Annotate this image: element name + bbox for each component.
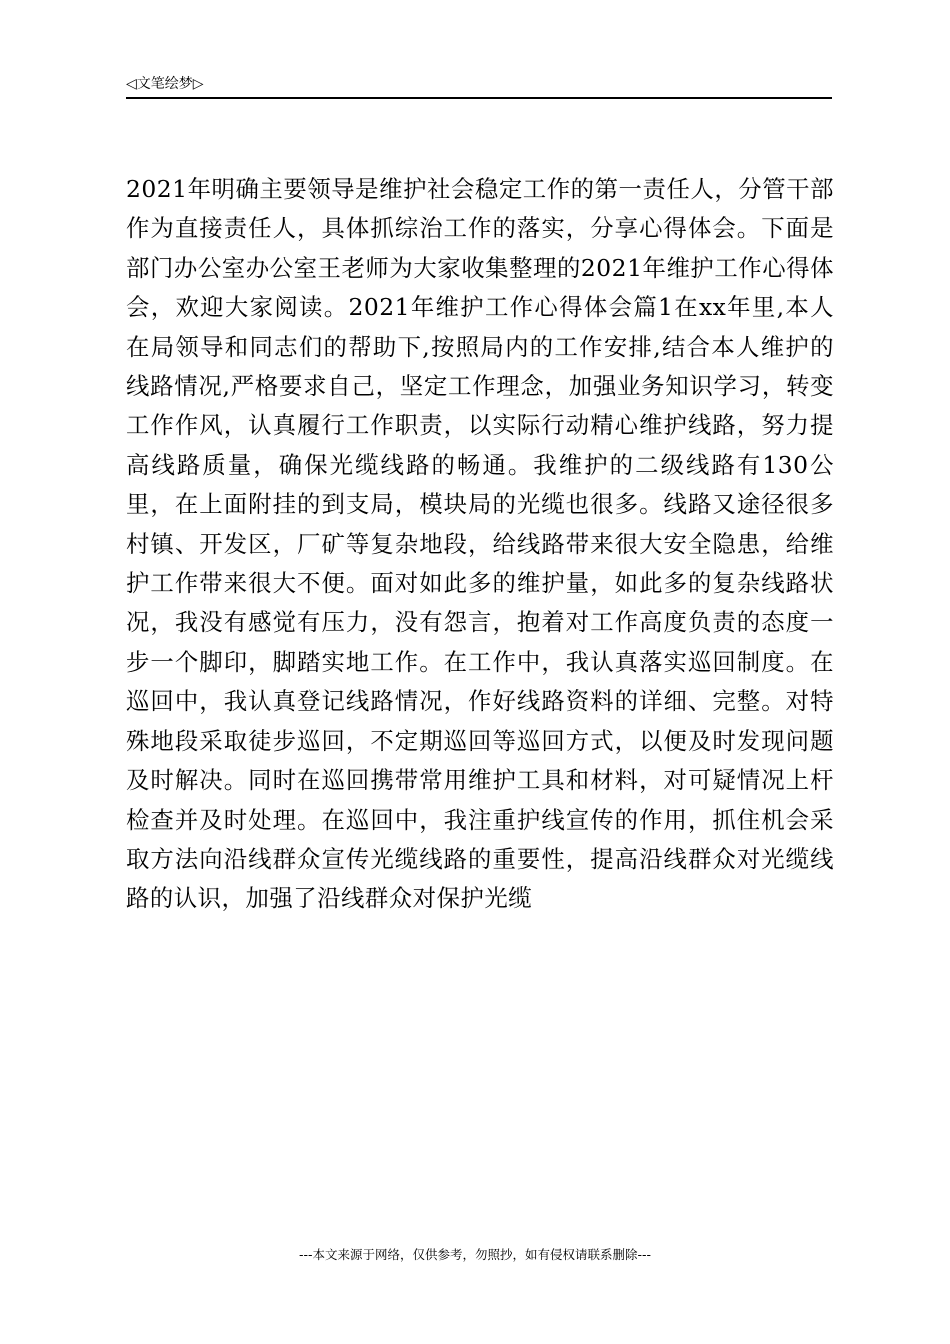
page-footer: ---本文来源于网络，仅供参考，勿照抄，如有侵权请联系删除---	[298, 1247, 652, 1262]
body-paragraph: 2021年明确主要领导是维护社会稳定工作的第一责任人，分管干部作为直接责任人，具体抓综治工作的落实，分享心得体会。下面是部门办公室办公室王老师为大家收集整理的2021年维护工作心得体会，欢迎大家阅读。2021年维护工作心得体会篇1在xx年里,本人在局领导和同志们的帮助下,按照局内的工作安排,结合本人维护的线路情况,严格要求自己，坚定工作理念，加强业务知识学习，转变工作作风，认真履行工作职责，以实际行动精心维护线路，努力提高线路质量，确保光缆线路的畅通。我维护的二级线路有130公里，在上面附挂的到支局，模块局的光缆也很多。线路又途径很多村镇、开发区，厂矿等复杂地段，给线路带来很大安全隐患，给维护工作带来很大不便。面对如此多的维护量，如此多的复杂线路状况，我没有感觉有压力，没有怨言，抱着对工作高度负责的态度一步一个脚印，脚踏实地工作。在工作中，我认真落实巡回制度。在巡回中，我认真登记线路情况，作好线路资料的详细、完整。对特殊地段采取徒步巡回，不定期巡回等巡回方式，以便及时发现问题及时解决。同时在巡回携带常用维护工具和材料，对可疑情况上杆检查并及时处理。在巡回中，我注重护线宣传的作用，抓住机会采取方法向沿线群众宣传光缆线路的重要性，提高沿线群众对光缆线路的认识，加强了沿线群众对保护光缆	[126, 175, 834, 913]
header-title: ◁文笔绘梦▷	[126, 76, 204, 92]
page-header	[126, 73, 832, 99]
